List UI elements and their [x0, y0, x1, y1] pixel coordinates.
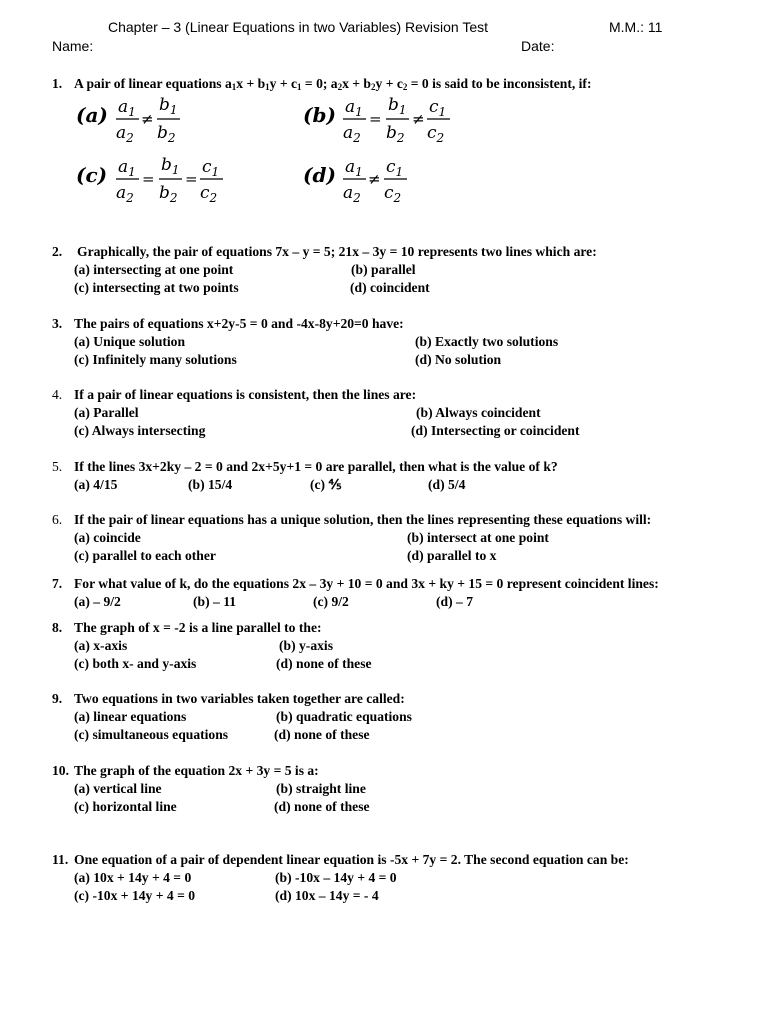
- question-text: The graph of x = -2 is a line parallel to the:: [74, 620, 322, 635]
- question-text: If the pair of linear equations has a unique solution, then the lines representing these equations will:: [74, 512, 652, 527]
- option-b: (b) 15/4: [188, 477, 233, 492]
- option-c: (c) ⅘: [310, 477, 342, 492]
- option-b: (b) – 11: [193, 594, 237, 609]
- operator: ≠: [141, 110, 154, 128]
- denominator: $b_2$: [159, 183, 178, 205]
- name-label: Name:: [52, 38, 94, 54]
- stem-sub: 2: [371, 82, 376, 92]
- question-number: 8.: [52, 620, 63, 635]
- option-label: (a): [76, 103, 108, 127]
- operator: ≠: [368, 170, 381, 188]
- option-a: (a) intersecting at one point: [74, 262, 234, 277]
- option-d: (d) coincident: [350, 280, 430, 295]
- q1-option-b: [303, 92, 523, 153]
- stem-part: x + b: [342, 76, 371, 91]
- question-text: The graph of the equation 2x + 3y = 5 is a:: [74, 763, 319, 778]
- stem-sub: 1: [297, 82, 302, 92]
- test-title: Chapter – 3 (Linear Equations in two Variables) Revision Test: [108, 19, 489, 35]
- option-c: (c) Always intersecting: [74, 423, 206, 438]
- option-b: (b) parallel: [351, 262, 416, 277]
- denominator: $a_2$: [116, 183, 134, 205]
- option-d: (d) 10x – 14y = - 4: [275, 888, 379, 903]
- option-b: (b) y-axis: [279, 638, 333, 653]
- question-text: If the lines 3x+2ky – 2 = 0 and 2x+5y+1 = 0 are parallel, then what is the value of k?: [74, 459, 558, 474]
- question-text: The pairs of equations x+2y-5 = 0 and -4x-8y+20=0 have:: [74, 316, 404, 331]
- option-c: (c) -10x + 14y + 4 = 0: [74, 888, 196, 903]
- option-c: (c) both x- and y-axis: [74, 656, 197, 671]
- numerator: $c_1$: [386, 157, 404, 179]
- option-c: (c) Infinitely many solutions: [74, 352, 237, 367]
- numerator: $b_1$: [159, 95, 178, 117]
- option-a: (a) Parallel: [74, 405, 139, 420]
- denominator: $c_2$: [427, 123, 445, 145]
- option-a: (a) Unique solution: [74, 334, 186, 349]
- option-d: (d) parallel to x: [407, 548, 497, 563]
- stem-sub: 1: [231, 82, 237, 92]
- question-number: 10.: [52, 763, 69, 778]
- option-d: (d) – 7: [436, 594, 474, 609]
- max-marks: M.M.: 11: [609, 19, 663, 35]
- question-text: Two equations in two variables taken together are called:: [74, 691, 405, 706]
- stem-part: A pair of linear equations a: [74, 76, 232, 91]
- option-b: (b) quadratic equations: [276, 709, 412, 724]
- option-d: (d) none of these: [274, 799, 370, 814]
- question-text: Graphically, the pair of equations 7x – y = 5; 21x – 3y = 10 represents two lines which are:: [77, 244, 597, 259]
- stem-part: y + c: [269, 76, 298, 91]
- question-number: 2.: [52, 244, 63, 259]
- option-a: (a) x-axis: [74, 638, 128, 653]
- option-c: (c) intersecting at two points: [74, 280, 239, 295]
- stem-part: = 0 is said to be inconsistent, if:: [407, 76, 592, 91]
- denominator: $b_2$: [157, 123, 176, 145]
- option-b: (b) Exactly two solutions: [415, 334, 559, 349]
- numerator: $c_1$: [429, 97, 447, 119]
- option-d: (d) none of these: [276, 656, 372, 671]
- numerator: $b_1$: [388, 95, 407, 117]
- option-c: (c) parallel to each other: [74, 548, 216, 563]
- denominator: $c_2$: [384, 183, 402, 205]
- q1-option-a: [76, 92, 276, 153]
- denominator: $b_2$: [386, 123, 405, 145]
- denominator: $c_2$: [200, 183, 218, 205]
- option-c: (c) 9/2: [313, 594, 349, 609]
- option-a: (a) 10x + 14y + 4 = 0: [74, 870, 192, 885]
- option-a: (a) coincide: [74, 530, 141, 545]
- stem-part: x + b: [236, 76, 266, 91]
- option-c: (c) simultaneous equations: [74, 727, 229, 742]
- q1-option-d: [303, 152, 503, 213]
- option-d: (d) Intersecting or coincident: [411, 423, 580, 438]
- option-d: (d) No solution: [415, 352, 502, 367]
- option-a: (a) – 9/2: [74, 594, 121, 609]
- option-label: (b): [303, 103, 336, 127]
- question-number: 11.: [52, 852, 69, 867]
- question-text: For what value of k, do the equations 2x – 3y + 10 = 0 and 3x + ky + 15 = 0 represent coincident lines:: [74, 576, 659, 591]
- question-text: One equation of a pair of dependent linear equation is -5x + 7y = 2. The second equation can be:: [74, 852, 629, 867]
- numerator: $c_1$: [202, 157, 220, 179]
- numerator: $a_1$: [118, 97, 136, 119]
- operator: =: [369, 110, 382, 128]
- numerator: $b_1$: [161, 155, 180, 177]
- question-number: 7.: [52, 576, 63, 591]
- option-b: (b) Always coincident: [416, 405, 541, 420]
- operator: =: [185, 170, 198, 188]
- option-b: (b) straight line: [276, 781, 366, 796]
- question-number: 9.: [52, 691, 63, 706]
- stem-sub: 1: [265, 82, 270, 92]
- option-c: (c) horizontal line: [74, 799, 177, 814]
- stem-sub: 2: [402, 82, 408, 92]
- option-d: (d) 5/4: [428, 477, 466, 492]
- question-number: 1.: [52, 76, 63, 91]
- option-b: (b) intersect at one point: [407, 530, 549, 545]
- numerator: $a_1$: [118, 157, 136, 179]
- operator: =: [142, 170, 155, 188]
- question-text: If a pair of linear equations is consistent, then the lines are:: [74, 387, 417, 402]
- stem-part: = 0; a: [301, 76, 338, 91]
- stem-sub: 2: [337, 82, 343, 92]
- stem-part: y + c: [375, 76, 403, 91]
- option-a: (a) 4/15: [74, 477, 118, 492]
- option-label: (c): [76, 163, 108, 187]
- question-number: 5.: [52, 459, 63, 474]
- question-number: 3.: [52, 316, 63, 331]
- numerator: $a_1$: [345, 157, 363, 179]
- operator: ≠: [412, 110, 425, 128]
- option-a: (a) linear equations: [74, 709, 187, 724]
- denominator: $a_2$: [343, 123, 361, 145]
- question-number: 6.: [52, 512, 63, 527]
- denominator: $a_2$: [343, 183, 361, 205]
- numerator: $a_1$: [345, 97, 363, 119]
- denominator: $a_2$: [116, 123, 134, 145]
- q1-option-c: [76, 152, 296, 213]
- question-text: [74, 75, 591, 93]
- option-a: (a) vertical line: [74, 781, 162, 796]
- question-number: 4.: [52, 387, 63, 402]
- option-b: (b) -10x – 14y + 4 = 0: [275, 870, 397, 885]
- option-d: (d) none of these: [274, 727, 370, 742]
- date-label: Date:: [521, 38, 555, 54]
- option-label: (d): [303, 163, 336, 187]
